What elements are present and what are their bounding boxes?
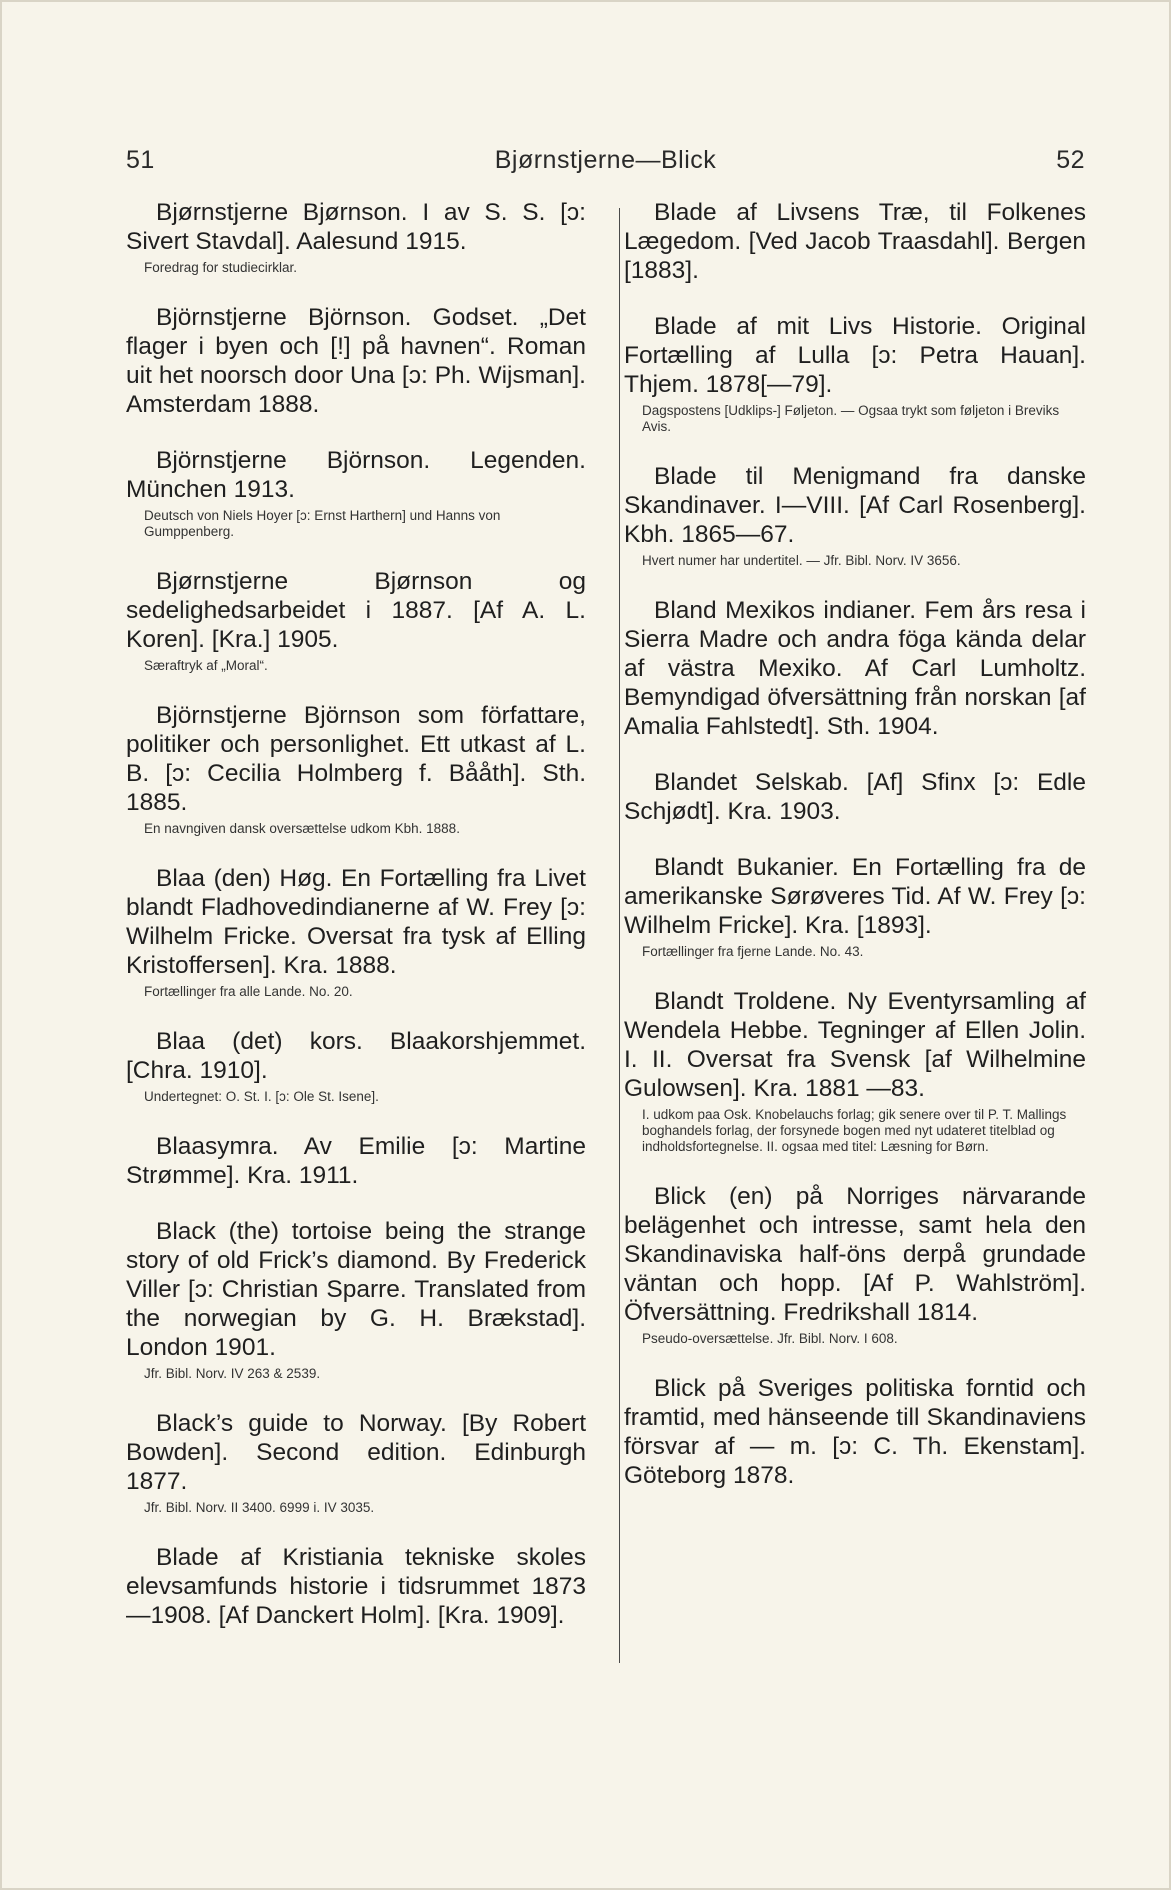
entry-note: Dagspostens [Udklips-] Føljeton. — Ogsaa trykt som føljeton i Breviks Avis. (642, 403, 1060, 434)
bibliography-entry (624, 853, 1086, 960)
entry-text: Blandt Bukanier. En Fortælling fra de amerikanske Sørøveres Tid. Af W. Frey [ɔ: Wilhelm Fricke]. Kra. [1893]. (624, 854, 1086, 939)
entry-note: Jfr. Bibl. Norv. II 3400. 6999 i. IV 3035. (144, 1500, 375, 1515)
bibliography-entry (126, 1543, 586, 1630)
bibliography-entry (126, 567, 586, 674)
entry-note: Deutsch von Niels Hoyer [ɔ: Ernst Harthern] und Hanns von Gumppenberg. (144, 508, 501, 539)
entry-text: Bjørnstjerne Bjørnson og sedelighedsarbeidet i 1887. [Af A. L. Koren]. [Kra.] 1905. (126, 568, 586, 653)
entry-text: Black’s guide to Norway. [By Robert Bowden]. Second edition. Edinburgh 1877. (126, 1410, 586, 1495)
entry-text: Blandet Selskab. [Af] Sfinx [ɔ: Edle Schjødt]. Kra. 1903. (624, 769, 1086, 825)
entry-text: Björnstjerne Björnson. Godset. „Det flager i byen och [!] på havnen“. Roman uit het noorsch door Una [ɔ: Ph. Wijsman]. Amsterdam 1888. (126, 304, 586, 418)
bibliography-entry (126, 303, 586, 419)
bibliography-entry (624, 768, 1086, 826)
entry-text: Blade af mit Livs Historie. Original Fortælling af Lulla [ɔ: Petra Hauan]. Thjem. 1878[—79]. (624, 313, 1086, 398)
bibliography-entry (624, 462, 1086, 569)
bibliography-entry (126, 864, 586, 1000)
bibliography-entry (624, 1182, 1086, 1347)
bibliography-entry (126, 198, 586, 276)
entry-note: Jfr. Bibl. Norv. IV 263 & 2539. (144, 1366, 321, 1381)
entry-note: Undertegnet: O. St. I. [ɔ: Ole St. Isene]. (144, 1089, 379, 1104)
bibliography-entry (624, 198, 1086, 285)
left-column (126, 198, 586, 1657)
entry-note: I. udkom paa Osk. Knobelauchs forlag; gik senere over til P. T. Mallings boghandels forlag, der forsynede bogen med nyt udateret titelblad og indholdsfortegnelse. II. ogsaa med titel: Læsning for Børn. (642, 1107, 1067, 1154)
bibliography-entry (126, 701, 586, 837)
entry-note: Foredrag for studiecirklar. (144, 260, 298, 275)
right-column (624, 198, 1086, 1517)
entry-note: Hvert numer har undertitel. — Jfr. Bibl. Norv. IV 3656. (642, 553, 961, 568)
bibliography-entry (126, 1409, 586, 1516)
entry-note: En navngiven dansk oversættelse udkom Kbh. 1888. (144, 821, 460, 836)
entry-text: Blick (en) på Norriges närvarande belägenhet och intresse, samt hela den Skandinaviska half-öns derpå grundade väntan och hopp. [Af P. Wahlström]. Öfversättning. Fredrikshall 1814. (624, 1183, 1086, 1326)
left-page-number: 51 (126, 145, 155, 174)
entry-text: Blade af Livsens Træ, til Folkenes Lægedom. [Ved Jacob Traasdahl]. Bergen [1883]. (624, 199, 1086, 284)
entry-text: Blade til Menigmand fra danske Skandinaver. I—VIII. [Af Carl Rosenberg]. Kbh. 1865—67. (624, 463, 1086, 548)
entry-text: Blaa (det) kors. Blaakorshjemmet. [Chra. 1910]. (126, 1028, 586, 1084)
entry-text: Blade af Kristiania tekniske skoles elevsamfunds historie i tidsrummet 1873—1908. [Af Danckert Holm]. [Kra. 1909]. (126, 1544, 586, 1629)
bibliography-entry (624, 1374, 1086, 1490)
entry-text: Blaasymra. Av Emilie [ɔ: Martine Strømme]. Kra. 1911. (126, 1133, 586, 1189)
entry-note: Fortællinger fra alle Lande. No. 20. (144, 984, 353, 999)
entry-note: Pseudo-oversættelse. Jfr. Bibl. Norv. I 608. (642, 1331, 898, 1346)
bibliography-entry (624, 987, 1086, 1155)
bibliography-entry (126, 446, 586, 540)
page-header (126, 140, 1085, 180)
running-title: Bjørnstjerne—Blick (494, 145, 717, 174)
entry-text: Blandt Troldene. Ny Eventyrsamling af Wendela Hebbe. Tegninger af Ellen Jolin. I. II. Oversat fra Svensk [af Wilhelmine Gulowsen]. Kra. 1881 —83. (624, 988, 1086, 1102)
right-page-number: 52 (1056, 145, 1085, 174)
entry-text: Bland Mexikos indianer. Fem års resa i Sierra Madre och andra föga kända delar af västra Mexiko. Af Carl Lumholtz. Bemyndigad öfversättning från norskan [af Amalia Fahlstedt]. Sth. 1904. (624, 597, 1086, 740)
column-divider (619, 208, 620, 1663)
bibliography-entry (126, 1132, 586, 1190)
entry-text: Björnstjerne Björnson som författare, politiker och personlighet. Ett utkast af L. B. [ɔ: Cecilia Holmberg f. Bååth]. Sth. 1885. (126, 702, 586, 816)
entry-text: Björnstjerne Björnson. Legenden. München 1913. (126, 447, 586, 503)
entry-text: Blaa (den) Høg. En Fortælling fra Livet blandt Fladhovedindianerne af W. Frey [ɔ: Wilhelm Fricke. Oversat fra tysk af Elling Kristoffersen]. Kra. 1888. (126, 865, 586, 979)
entry-note: Fortællinger fra fjerne Lande. No. 43. (642, 944, 864, 959)
bibliography-entry (624, 312, 1086, 435)
entry-note: Særaftryk af „Moral“. (144, 658, 268, 673)
entry-text: Bjørnstjerne Bjørnson. I av S. S. [ɔ: Sivert Stavdal]. Aalesund 1915. (126, 199, 586, 255)
entry-text: Black (the) tortoise being the strange story of old Frick’s diamond. By Frederick Viller [ɔ: Christian Sparre. Translated from the norwegian by G. H. Brækstad]. London 1901. (126, 1218, 586, 1361)
bibliography-entry (126, 1217, 586, 1382)
bibliography-entry (624, 596, 1086, 741)
entry-text: Blick på Sveriges politiska forntid och framtid, med hänseende till Skandinaviens försvar af — m. [ɔ: C. Th. Ekenstam]. Göteborg 1878. (624, 1375, 1086, 1489)
bibliography-entry (126, 1027, 586, 1105)
